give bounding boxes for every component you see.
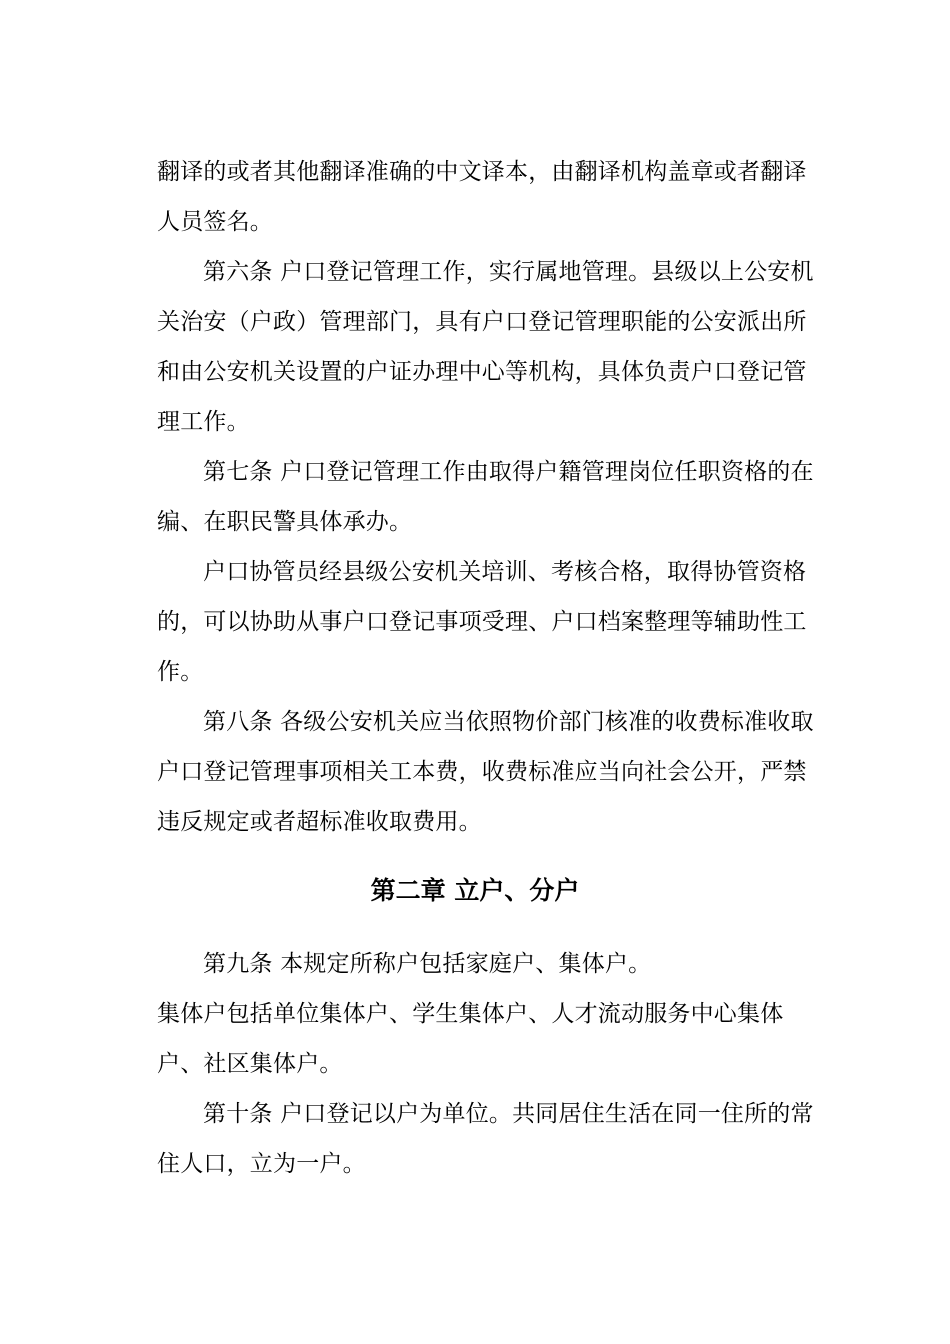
text-line: 关治安（户政）管理部门，具有户口登记管理职能的公安派出所 [157,309,807,335]
text-line: 户、社区集体户。 [157,1051,343,1077]
text-line: 作。 [157,659,204,685]
text-line: 理工作。 [157,409,250,435]
text-line: 违反规定或者超标准收取费用。 [157,809,482,835]
article-6-line: 第六条 户口登记管理工作，实行属地管理。县级以上公安机 [203,259,814,285]
text-line: 人员签名。 [157,209,273,235]
article-8-line: 第八条 各级公安机关应当依照物价部门核准的收费标准收取 [203,709,814,735]
text-line: 翻译的或者其他翻译准确的中文译本，由翻译机构盖章或者翻译 [157,159,807,185]
paragraph-line: 户口协管员经县级公安机关培训、考核合格，取得协管资格 [203,559,807,585]
article-9-line: 第九条 本规定所称户包括家庭户、集体户。 [203,951,652,977]
article-7-line: 第七条 户口登记管理工作由取得户籍管理岗位任职资格的在 [203,459,814,485]
text-line: 编、在职民警具体承办。 [157,509,413,535]
text-line: 户口登记管理事项相关工本费，收费标准应当向社会公开，严禁 [157,759,807,785]
article-10-line: 第十条 户口登记以户为单位。共同居住生活在同一住所的常 [203,1101,814,1127]
text-line: 集体户包括单位集体户、学生集体户、人才流动服务中心集体 [157,1001,784,1027]
text-line: 和由公安机关设置的户证办理中心等机构，具体负责户口登记管 [157,359,807,385]
chapter-heading: 第二章 立户、分户 [370,876,580,905]
text-line: 的，可以协助从事户口登记事项受理、户口档案整理等辅助性工 [157,609,807,635]
text-line: 住人口，立为一户。 [157,1151,366,1177]
